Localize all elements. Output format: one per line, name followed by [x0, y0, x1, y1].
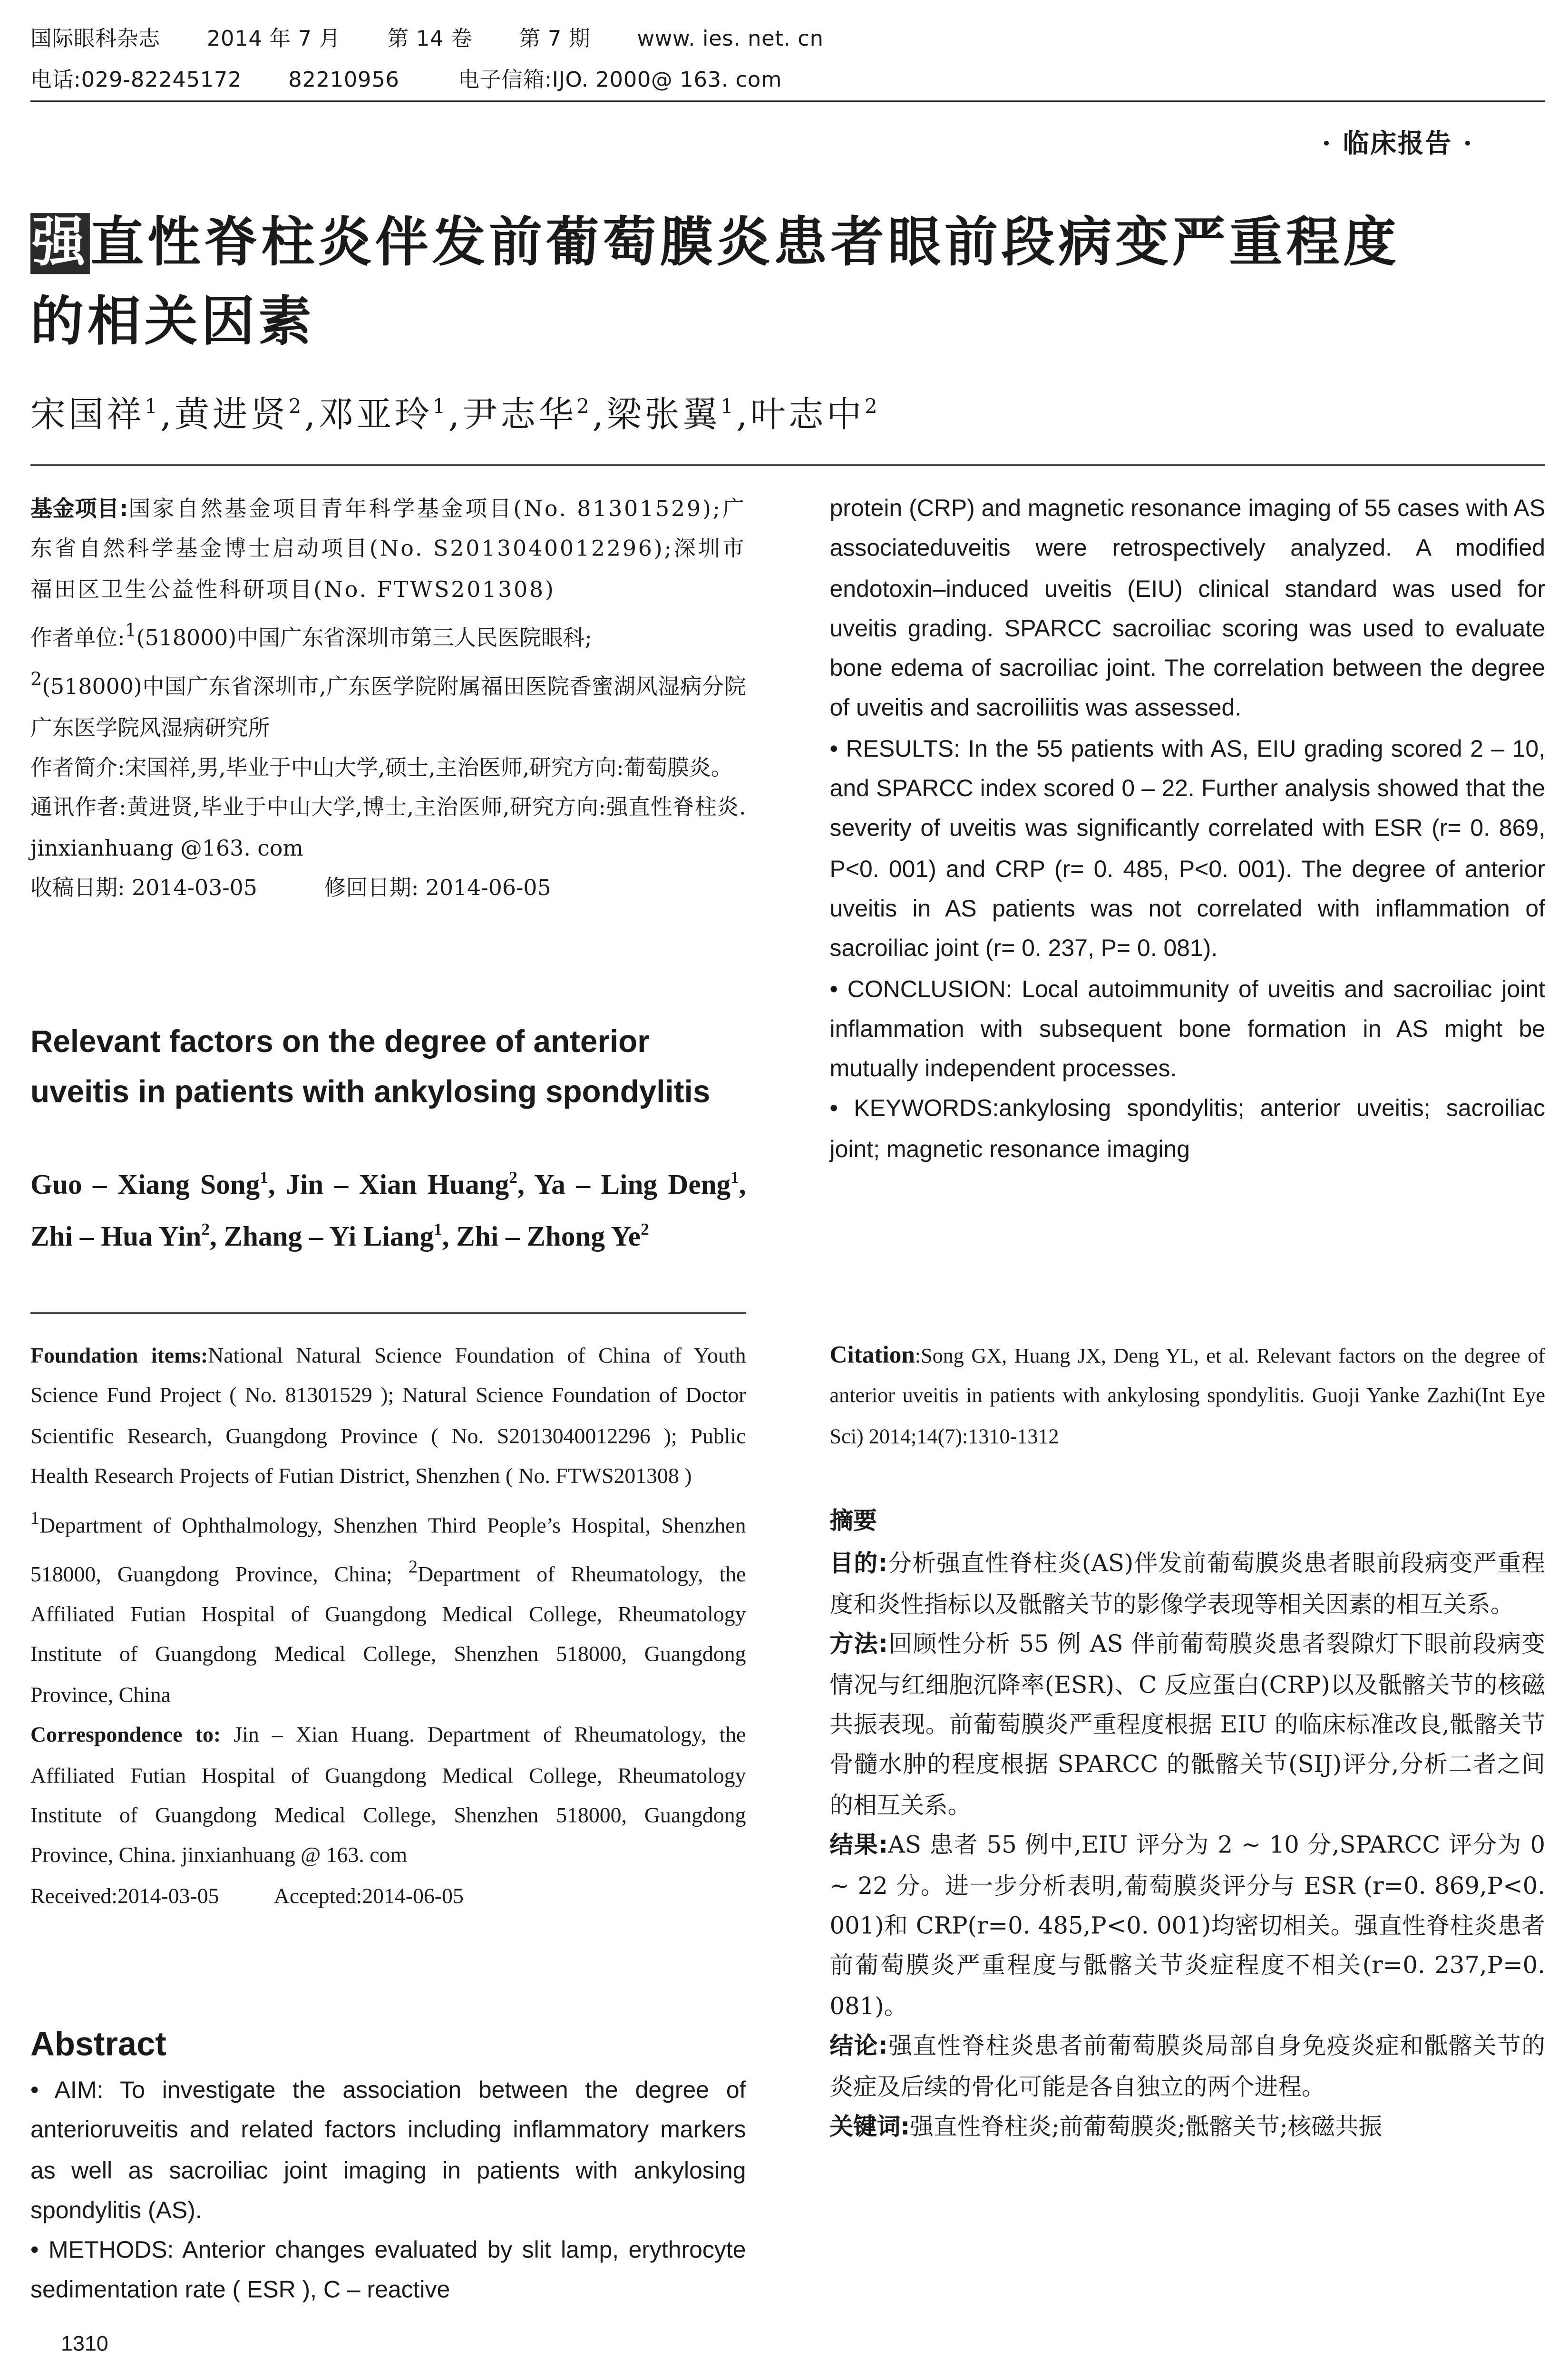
title-line-2: 的相关因素 — [30, 292, 315, 353]
cn-dates — [30, 869, 746, 910]
cn-aim-text: 分析强直性脊柱炎(AS)伴发前葡萄膜炎患者眼前段病变严重程度和炎性指标以及骶髂关节的影像学表现等相关因素的相互关系。 — [829, 1550, 1546, 1618]
en-foundation — [30, 1336, 746, 1497]
cn-conclusion-label: 结论: — [829, 2033, 888, 2060]
en-dates — [30, 1877, 746, 1917]
author-affiliation-sup: 1 — [145, 396, 161, 419]
en-author-name: Ya – Ling Deng — [534, 1171, 731, 1202]
abstract-results: • RESULTS: In the 55 patients with AS, EIU grading scored 2 – 10, and SPARCC index scored 0 – 22. Further analysis showed that the severity of uveitis was significantly correlated with ESR (r= 0. 869, P<0. 001) and CRP (r= 0. 485, P<0. 001). The degree of anterior uveitis in AS patients was not correlated with inflammation of sacroiliac joint (r= 0. 237, P= 0. 081). — [829, 736, 1546, 963]
cn-results-text: AS 患者 55 例中,EIU 评分为 2 ~ 10 分,SPARCC 评分为 0 ~ 22 分。进一步分析表明,葡萄膜炎评分与 ESR (r=0. 869,P<0. 001)和 CRP(r=0. 485,P<0. 001)均密切相关。强直性脊柱炎患者前葡萄膜炎严重程度与骶髂关节炎症程度不相关(r=0. 237,P=0. 081)。 — [829, 1832, 1546, 2020]
author-separator: , — [736, 396, 750, 436]
abstract-conclusion: • CONCLUSION: Local autoimmunity of uveitis and sacroiliac joint inflammation with subsequent bone formation in AS might be mutually independent processes. — [829, 976, 1546, 1083]
cn-methods-text: 回顾性分析 55 例 AS 伴前葡萄膜炎患者裂隙灯下眼前段病变情况与红细胞沉降率(ESR)、C 反应蛋白(CRP)以及骶髂关节的核磁共振表现。前葡萄膜炎严重程度根据 EIU 的临床标准改良,骶髂关节骨髓水肿的程度根据 SPARCC 的骶髂关节(SIJ)评分,分析二者之间的相互关系。 — [829, 1630, 1546, 1819]
running-header-line2 — [30, 66, 821, 97]
author-affiliation-sup: 2 — [865, 396, 880, 419]
phone: 电话:029-82245172 — [30, 68, 242, 93]
en-departments — [30, 1498, 746, 1716]
en-author-name: Zhi – Zhong Ye — [456, 1223, 641, 1254]
cn-abstract-heading: 摘要 — [829, 1507, 877, 1535]
aim-label: AIM: — [54, 2078, 104, 2104]
section-tag: · 临床报告 · — [1322, 129, 1474, 160]
citation-text: :Song GX, Huang JX, Deng YL, et al. Relevant factors on the degree of anterior uveitis in patients with ankylosing spondylitis. Guoji Yanke Zazhi(Int Eye Sci) 2014;14(7):1310-1312 — [829, 1344, 1546, 1448]
cn-abstract-methods — [830, 1625, 1545, 1826]
en-author-affiliation-sup: 1 — [434, 1221, 442, 1240]
cn-foundation — [30, 490, 746, 611]
cn-keywords-label: 关键词: — [829, 2113, 910, 2141]
volume: 第 14 卷 — [387, 27, 473, 52]
cn-methods-label: 方法: — [829, 1630, 888, 1658]
author-separator: , — [160, 396, 175, 436]
header-rule — [30, 100, 1545, 102]
cn-abstract-keywords — [830, 2107, 1545, 2147]
en-corr-label: Correspondence to: — [30, 1724, 221, 1748]
cn-revised: 修回日期: 2014-06-05 — [324, 877, 551, 902]
results-label: RESULTS: — [846, 736, 960, 763]
cn-abstract — [830, 1501, 1545, 2147]
keywords-label: KEYWORDS: — [854, 1097, 999, 1123]
cn-article-info — [30, 490, 746, 910]
cn-author-bio — [30, 749, 746, 789]
unit-sup-2: 2 — [30, 669, 42, 691]
en-author-affiliation-sup: 2 — [641, 1221, 649, 1240]
author-separator: , — [304, 396, 319, 436]
title-rule — [30, 464, 1545, 466]
en-info-rule — [30, 1312, 746, 1314]
dept-sup-1: 1 — [30, 1506, 40, 1528]
cn-author-unit — [30, 611, 746, 749]
en-accepted: Accepted:2014-06-05 — [273, 1884, 464, 1909]
cn-aim-label: 目的: — [829, 1550, 888, 1578]
aim-text: To investigate the association between the degree of anterioruveitis and related factors including inflammatory markers as well as sacroiliac joint imaging in patients with ankylosing spondylitis (AS). — [30, 2078, 746, 2224]
cn-bio-text: 宋国祥,男,毕业于中山大学,硕士,主治医师,研究方向:葡萄膜炎。 — [125, 756, 733, 781]
citation-label: Citation — [829, 1343, 915, 1369]
cn-results-label: 结果: — [829, 1832, 888, 1860]
en-author-affiliation-sup: 2 — [509, 1169, 517, 1188]
conclusion-text: Local autoimmunity of uveitis and sacroiliac joint inflammation with subsequent bone formation in AS might be mutually independent processes. — [829, 976, 1546, 1083]
keywords-text: ankylosing spondylitis; anterior uveitis; sacroiliac joint; magnetic resonance imaging — [829, 1097, 1545, 1163]
en-author-affiliation-sup: 1 — [260, 1169, 268, 1188]
en-foundation-text: National Natural Science Foundation of China of Youth Science Fund Project ( No. 81301529 ); Natural Science Foundation of Doctor Scientific Research, Guangdong Province ( No. S2013040012296 ); Public Health Research Projects of Futian District, Shenzhen ( No. FTWS201308 ) — [30, 1344, 746, 1490]
author-name: 叶志中 — [750, 396, 865, 436]
author-affiliation-sup: 1 — [721, 396, 737, 419]
cn-foundation-label: 基金项目: — [30, 497, 128, 522]
abstract-col1 — [30, 2072, 746, 2312]
title-line-1-text: 直性脊柱炎伴发前葡萄膜炎患者眼前段病变严重程度 — [90, 213, 1400, 274]
author-name: 黄进贤 — [174, 396, 289, 436]
en-author-name: Jin – Xian Huang — [286, 1171, 509, 1202]
cn-keywords-text: 强直性脊柱炎;前葡萄膜炎;骶髂关节;核磁共振 — [910, 2113, 1383, 2141]
cn-unit-label: 作者单位: — [30, 627, 125, 652]
cn-conclusion-text: 强直性脊柱炎患者前葡萄膜炎局部自身免疫炎症和骶髂关节的炎症及后续的骨化可能是各自独立的两个进程。 — [829, 2033, 1546, 2101]
article-title — [30, 204, 1553, 362]
author-separator: , — [448, 396, 463, 436]
cn-foundation-text: 国家自然基金项目青年科学基金项目(No. 81301529);广东省自然科学基金博士启动项目(No. S2013040012296);深圳市福田区卫生公益性科研项目(No. FTWS201308) — [30, 497, 746, 603]
abstract-methods-part2: protein (CRP) and magnetic resonance imaging of 55 cases with AS associateduveitis were retrospectively analyzed. A modified endotoxin–induced uveitis (EIU) clinical standard was used for uveitis grading. SPARCC sacroiliac scoring was used to evaluate bone edema of sacroiliac joint. The correlation between the degree of uveitis and sacroiliitis was assessed. — [829, 496, 1546, 722]
cn-bio-label: 作者简介: — [30, 756, 125, 781]
en-dept-1: Department of Ophthalmology, Shenzhen Third People’s Hospital, Shenzhen 518000, Guangdong Province, China; — [30, 1514, 746, 1588]
cn-received: 收稿日期: 2014-03-05 — [30, 877, 257, 902]
running-header-line1 — [30, 24, 863, 56]
author-name: 尹志华 — [462, 396, 577, 436]
author-affiliation-sup: 1 — [432, 396, 448, 419]
abstract-keywords: • KEYWORDS:ankylosing spondylitis; anterior uveitis; sacroiliac joint; magnetic resonance imaging — [829, 1097, 1545, 1163]
citation-block — [830, 1336, 1545, 1457]
abstract-aim: • AIM: To investigate the association between the degree of anterioruveitis and related factors including inflammatory markers as well as sacroiliac joint imaging in patients with ankylosing spondylitis (AS). — [30, 2078, 746, 2224]
author-name: 宋国祥 — [30, 396, 145, 436]
en-author-name: Zhang – Yi Liang — [224, 1223, 434, 1254]
author-list — [30, 387, 880, 437]
en-foundation-label: Foundation items: — [30, 1344, 208, 1369]
phone-2: 82210956 — [288, 68, 399, 93]
title-first-char: 强 — [30, 213, 90, 274]
title-line-1 — [30, 204, 1553, 283]
en-author-affiliation-sup: 1 — [730, 1169, 739, 1188]
results-text: In the 55 patients with AS, EIU grading scored 2 – 10, and SPARCC index scored 0 – 22. Further analysis showed that the severity of uveitis was significantly correlated with ESR (r= 0. 869, P<0. 001) and CRP (r= 0. 485, P<0. 001). The degree of anterior uveitis in AS patients was not correlated with inflammation of sacroiliac joint (r= 0. 237, P= 0. 081). — [829, 736, 1546, 963]
cn-abstract-conclusion — [830, 2027, 1545, 2107]
methods-label: METHODS: — [48, 2238, 174, 2264]
english-author-list: Guo – Xiang Song$^1$, Jin – Xian Huang$^2$, Ya – Ling Deng$^1$, Zhi – Hua Yin$^2$, Zhang – Yi Liang$^1$, Zhi – Zhong Ye$^2$ — [30, 1169, 746, 1254]
author-name: 梁张翼 — [606, 396, 721, 436]
cn-corr-label: 通讯作者: — [30, 797, 127, 821]
abstract-col2 — [830, 490, 1545, 1171]
unit-sup-1: 1 — [125, 620, 136, 642]
en-author-affiliation-sup: 2 — [201, 1221, 210, 1240]
email: 电子信箱:IJO. 2000@ 163. com — [458, 68, 782, 93]
dept-sup-2: 2 — [409, 1555, 418, 1577]
abstract-heading: Abstract — [30, 2025, 166, 2063]
author-name: 邓亚玲 — [318, 396, 433, 436]
cn-abstract-aim — [830, 1544, 1545, 1625]
website-link[interactable]: www. ies. net. cn — [637, 27, 824, 52]
en-dept-2: Department of Rheumatology, the Affiliated Futian Hospital of Guangdong Medical College, Rheumatology Institute of Guangdong Medical College, Shenzhen 518000, Guangdong Province, China — [30, 1563, 746, 1708]
page-number: 1310 — [61, 2330, 108, 2355]
journal-name: 国际眼科杂志 — [30, 27, 160, 52]
en-corr-text: Jin – Xian Huang. Department of Rheumatology, the Affiliated Futian Hospital of Guangdong Medical College, Rheumatology Institute of Guangdong Medical College, Shenzhen 518000, Guangdong Province, China. jinxianhuang @ 163. com — [30, 1724, 746, 1869]
english-title: Relevant factors on the degree of anterior uveitis in patients with ankylosing spondylitis — [30, 1024, 711, 1110]
cn-corr-text: 黄进贤,毕业于中山大学,博士,主治医师,研究方向:强直性脊柱炎. jinxianhuang @163. com — [30, 797, 746, 862]
issue-date: 2014 年 7 月 — [206, 27, 341, 52]
conclusion-label: CONCLUSION: — [847, 976, 1013, 1003]
author-affiliation-sup: 2 — [288, 396, 304, 419]
cn-correspondence — [30, 789, 746, 869]
en-article-info — [30, 1336, 746, 1917]
abstract-methods-part1: • METHODS: Anterior changes evaluated by slit lamp, erythrocyte sedimentation rate ( ESR ), C – reactive — [30, 2238, 746, 2304]
en-author-name: Zhi – Hua Yin — [30, 1223, 202, 1254]
cn-abstract-results — [830, 1826, 1545, 2027]
author-separator: , — [592, 396, 607, 436]
cn-unit-text-2: (518000)中国广东省深圳市,广东医学院附属福田医院香蜜湖风湿病分院 广东医学院风湿病研究所 — [30, 676, 746, 741]
cn-unit-text-1: (518000)中国广东省深圳市第三人民医院眼科; — [136, 627, 592, 652]
en-author-name: Guo – Xiang Song — [30, 1171, 260, 1202]
en-received: Received:2014-03-05 — [30, 1884, 219, 1909]
author-affiliation-sup: 2 — [576, 396, 593, 419]
en-correspondence — [30, 1716, 746, 1877]
issue: 第 7 期 — [519, 27, 591, 52]
